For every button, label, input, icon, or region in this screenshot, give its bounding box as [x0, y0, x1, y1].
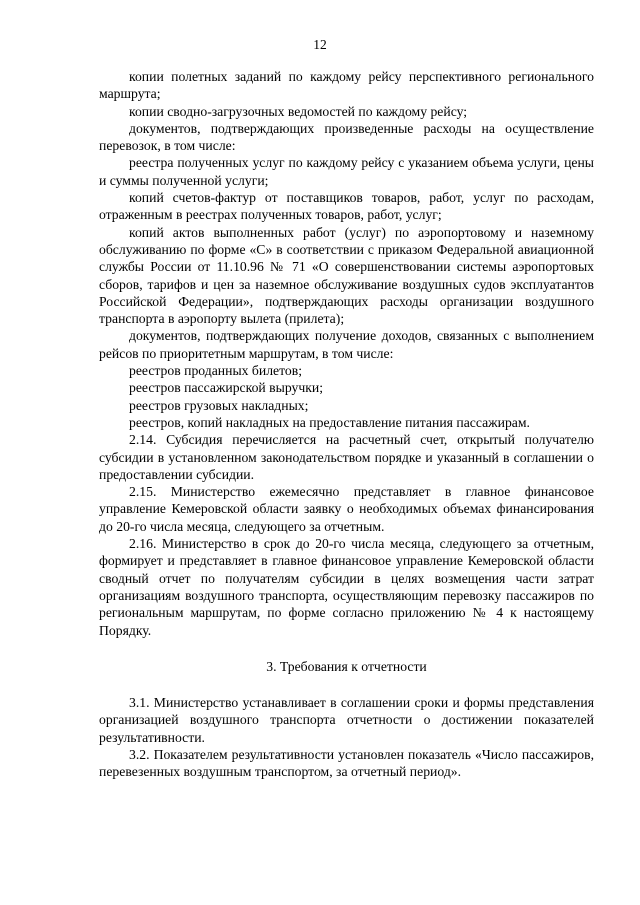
document-body	[99, 68, 594, 781]
paragraph: реестров проданных билетов;	[129, 363, 303, 379]
paragraph: 3.1. Министерство устанавливает в соглашении сроки и формы представления организацией воздушного транспорта отчетности о достижении показателей результативности.	[99, 695, 594, 745]
paragraph: реестров пассажирской выручки;	[129, 380, 323, 396]
paragraph: реестров грузовых накладных;	[129, 397, 309, 413]
paragraph: 2.16. Министерство в срок до 20-го числа месяца, следующего за отчетным, формирует и представляет в главное финансовое управление Кемеровской области сводный отчет по получателям субсидии в целях возмещения части затрат организациям воздушного транспорта, осуществляющим перевозку пассажиров по региональным маршрутам, по форме согласно приложению № 4 к настоящему Порядку.	[99, 536, 594, 638]
paragraph: копии полетных заданий по каждому рейсу перспективного регионального маршрута;	[99, 69, 594, 102]
paragraph: документов, подтверждающих получение доходов, связанных с выполнением рейсов по приоритетным маршрутам, в том числе:	[99, 328, 594, 361]
section-heading: 3. Требования к отчетности	[266, 658, 427, 674]
paragraph: 2.15. Министерство ежемесячно представляет в главное финансовое управление Кемеровской области заявку о необходимых объемах финансирования до 20-го числа месяца, следующего за отчетным.	[99, 484, 594, 534]
paragraph: 3.2. Показателем результативности установлен показатель «Число пассажиров, перевезенных воздушным транспортом, за отчетный период».	[99, 746, 594, 780]
paragraph: реестра полученных услуг по каждому рейсу с указанием объема услуги, цены и суммы полученной услуги;	[99, 155, 594, 188]
paragraph: 2.14. Субсидия перечисляется на расчетный счет, открытый получателю субсидии в установленном законодательством порядке и указанный в соглашении о предоставлении субсидии.	[99, 432, 594, 482]
paragraph: документов, подтверждающих произведенные расходы на осуществление перевозок, в том числе:	[99, 120, 594, 154]
page-number: 12	[313, 37, 327, 52]
paragraph: копии сводно-загрузочных ведомостей по каждому рейсу;	[129, 103, 468, 119]
paragraph: копий актов выполненных работ (услуг) по аэропортовому и наземному обслуживанию по форме «С» в соответствии с приказом Федеральной авиационной службы России от 11.10.96 № 71 «О совершенствовании системы аэропортовых сборов, тарифов и цен за наземное обслуживание воздушных судов эксплуатантов Российской Федерации», подтверждающих расходы организации воздушного транспорта в аэропорту вылета (прилета);	[99, 224, 594, 327]
paragraph: копий счетов-фактур от поставщиков товаров, работ, услуг по расходам, отраженным в реестрах полученных товаров, работ, услуг;	[99, 190, 594, 223]
paragraph: реестров, копий накладных на предоставление питания пассажирам.	[129, 414, 530, 430]
